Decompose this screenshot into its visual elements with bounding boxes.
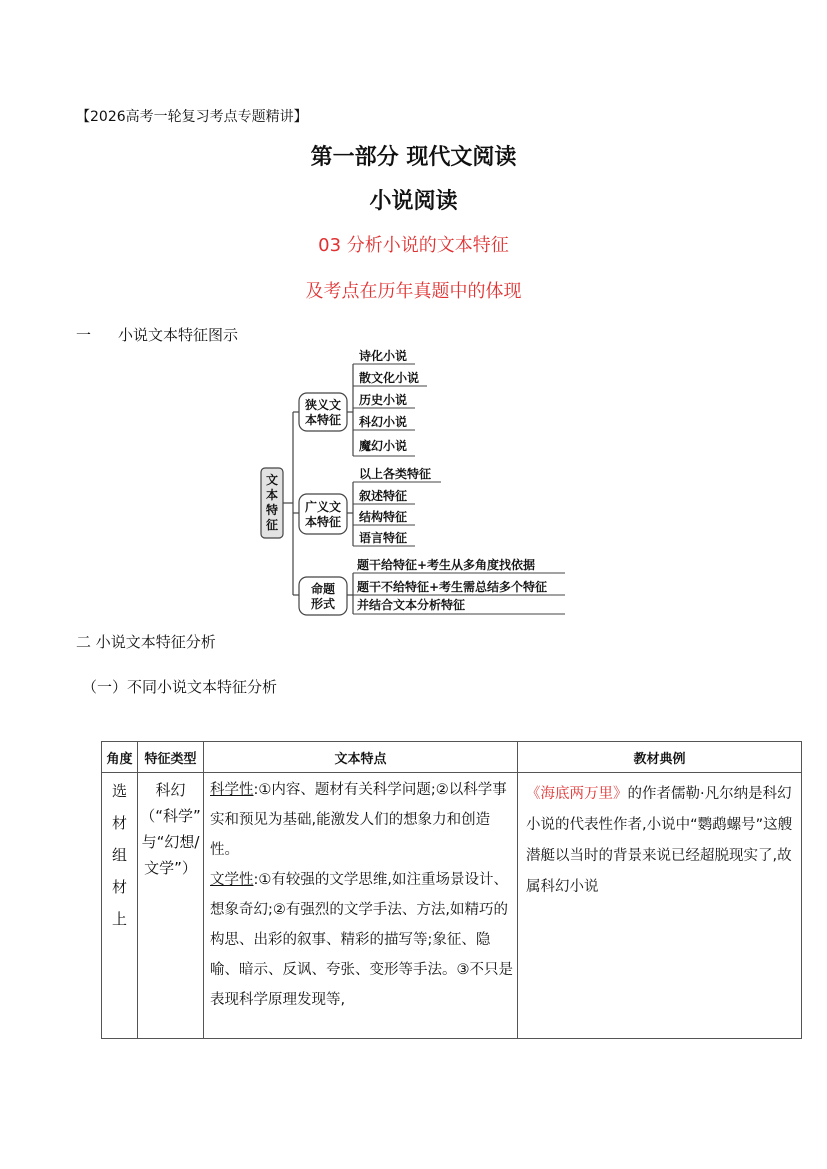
topic-title-line2: 及考点在历年真题中的体现 (305, 281, 522, 302)
table-header-cell: 文本特点 (204, 742, 518, 773)
table-row (102, 773, 802, 1039)
subtitle: 小说阅读 (369, 189, 458, 214)
root-char: 本 (265, 488, 279, 502)
book-title: 《海底两万里》 (526, 786, 628, 802)
root-char: 特 (265, 503, 279, 517)
branch-item: 散文化小说 (359, 371, 420, 385)
branch-item: 魔幻小说 (359, 439, 408, 453)
branch-label: 广义文 (304, 500, 342, 514)
science-label: 科学性 (210, 782, 254, 798)
table-header-row (102, 742, 802, 773)
branch-item: 叙述特征 (359, 489, 408, 503)
text-feature-mindmap (255, 346, 575, 618)
section2-title: 二 小说文本特征分析 (76, 633, 216, 651)
literature-text: :①有较强的文学思维,如注重场景设计、想象奇幻;②有强烈的文学手法、方法,如精巧的构思、出彩的叙事、精彩的描写等;象征、隐喻、暗示、反讽、夸张、变形等手法。③不只是表现科学原理发现等, (210, 872, 513, 1008)
branch-label: 形式 (310, 597, 336, 611)
branch-label: 本特征 (304, 413, 342, 427)
root-char: 征 (265, 518, 279, 532)
branch-item: 题干不给特征+考生需总结多个特征 (357, 580, 548, 594)
branch-label: 命题 (310, 582, 336, 596)
section1-title: 小说文本特征图示 (118, 326, 239, 344)
example-cell (518, 773, 802, 1039)
branch-item: 题干给特征+考生从多角度找依据 (357, 558, 536, 572)
topic-title-line1: 03 分析小说的文本特征 (318, 235, 509, 256)
branch-item: 科幻小说 (359, 415, 408, 429)
branch-item: 历史小说 (359, 393, 408, 407)
branch-item: 语言特征 (359, 531, 408, 545)
example-text: 的作者儒勒·凡尔纳是科幻小说的代表性作者,小说中“鹦鹉螺号”这艘潜艇以当时的背景来说已经超脱现实了,故属科幻小说 (526, 786, 793, 895)
table-header-cell: 特征类型 (138, 742, 204, 773)
branch-item: 结构特征 (359, 510, 408, 524)
part-title: 第一部分 现代文阅读 (310, 145, 517, 170)
branch-label: 本特征 (304, 515, 342, 529)
branch-item: 并结合文本分析特征 (357, 598, 466, 612)
literature-label: 文学性 (210, 872, 254, 888)
series-tag: 【2026高考一轮复习考点专题精讲】 (76, 109, 308, 125)
angle-cell: 选 材 组 材 上 (102, 773, 138, 1039)
science-text: :①内容、题材有关科学问题;②以科学事实和预见为基础,能激发人们的想象力和创造性。 (210, 782, 507, 858)
subsection-title: （一）不同小说文本特征分析 (82, 678, 278, 696)
feature-cell (204, 773, 518, 1039)
feature-analysis-table (101, 741, 802, 1039)
type-cell: 科幻 （“科学” 与“幻想/ 文学”） (138, 773, 204, 1039)
branch-item: 以上各类特征 (359, 467, 432, 481)
section1-number: 一 (76, 326, 92, 344)
branch-label: 狭义文 (304, 398, 342, 412)
table-header-cell: 教材典例 (518, 742, 802, 773)
table-header-cell: 角度 (102, 742, 138, 773)
branch-item: 诗化小说 (359, 349, 408, 363)
root-char: 文 (265, 473, 279, 487)
